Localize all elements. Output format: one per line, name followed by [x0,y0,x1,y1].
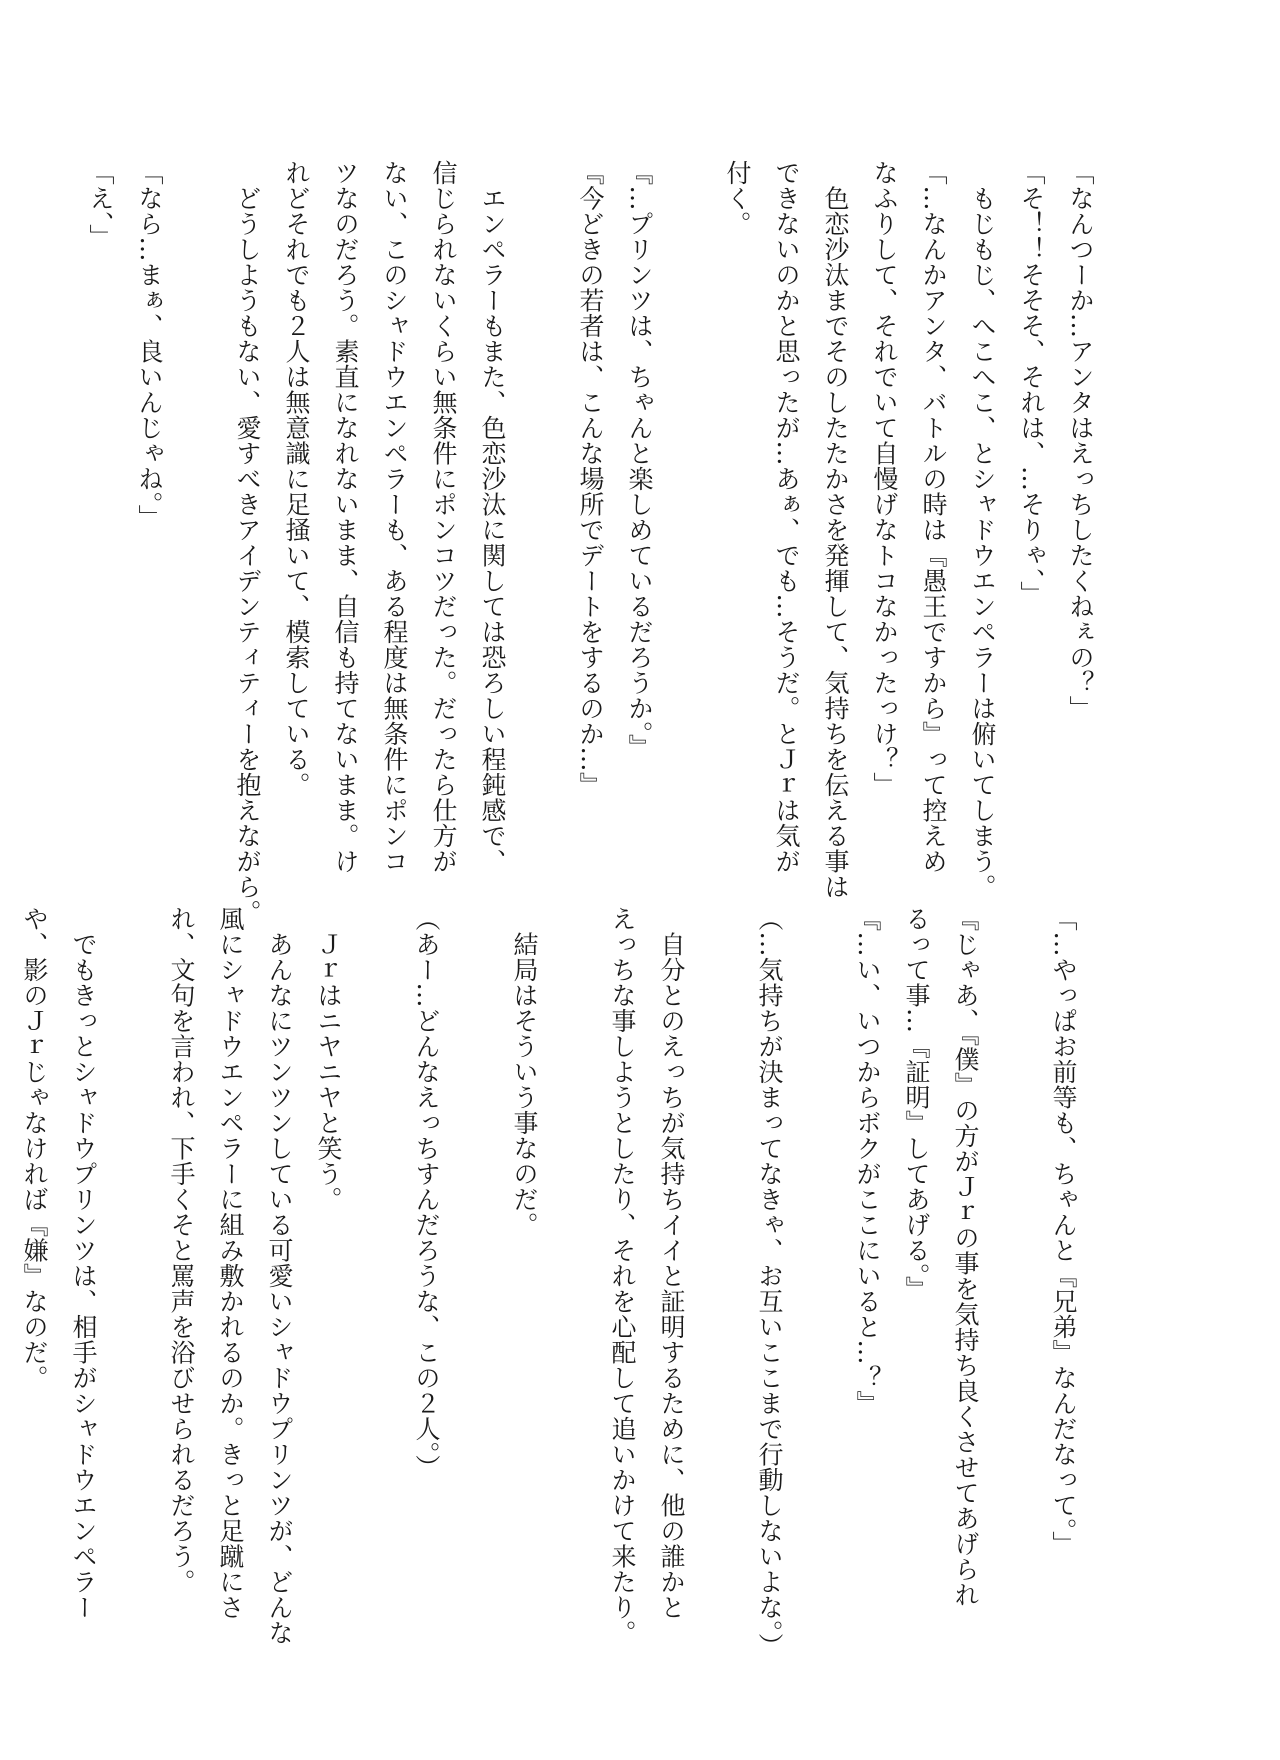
text-line: 「…やっぱお前等も、ちゃんと『兄弟』なんだなって。」 [1049,906,1078,1557]
text-line: なふりして、それでいて自慢げなトコなかったっけ？」 [870,160,899,798]
text-line: るって事…『証明』してあげる。』 [902,906,931,1302]
text-line: （あー…どんなえっちすんだろうな、この２人。） [412,906,441,1480]
text-line: 『…プリンツは、ちゃんと楽しめているだろうか。』 [625,160,654,760]
paragraph-gap [517,160,566,880]
text-line: できないのかと思ったが…あぁ、でも…そうだ。とＪｒは気が [772,160,801,874]
text-line: 『…い、いつからボクがここにいると…？』 [853,906,882,1416]
text-line: 「なんつーか…アンタはえっちしたくねぇの？」 [1066,160,1095,721]
text-line: どうしようもない、愛すべきアイデンティティーを抱えながら。 [233,160,262,925]
text-line: 風にシャドウエンペラーに組み敷かれるのか。きっと足蹴にさ [216,906,245,1620]
text-line: 結局はそういう事なのだ。 [510,906,539,1238]
paragraph-gap [990,906,1039,1626]
text-line: でもきっとシャドウプリンツは、相手がシャドウエンペラー [69,906,98,1620]
text-line: （…気持ちが決まってなきゃ、お互いここまで行動しないよな。） [755,906,784,1659]
text-line: 色恋沙汰までそのしたたかさを発揮して、気持ちを伝える事は [821,160,850,900]
text-line: Ｊｒはニヤニヤと笑う。 [314,906,343,1212]
text-line: ツなのだろう。素直になれないまま、自信も持てないまま。け [331,160,360,874]
text-line: 「そ！！そそそ、それは、…そりゃ、」 [1017,160,1046,607]
text-line: 『今どきの若者は、こんな場所でデートをするのか…』 [576,160,605,798]
text-line: もじもじ、へこへこ、とシャドウエンペラーは俯いてしまう。 [968,160,997,900]
text-line: あんなにツンツンしている可愛いシャドウプリンツが、どんな [265,906,294,1646]
text-line: 「…なんかアンタ、バトルの時は『愚王ですから』って控えめ [919,160,948,874]
text-line: れどそれでも２人は無意識に足掻いて、模索している。 [282,160,311,798]
paragraph-gap [353,906,402,1626]
text-line: や、影のＪｒじゃなければ『嫌』なのだ。 [20,906,49,1391]
text-line: 付く。 [723,160,752,237]
text-line: えっちな事しようとしたり、それを心配して追いかけて来たり。 [608,906,637,1646]
paragraph-gap [108,906,157,1626]
text-line: ない、このシャドウエンペラーも、ある程度は無条件にポンコ [380,160,409,874]
text-line: 「え、」 [86,160,115,250]
text-line: 自分とのえっちが気持ちイイと証明するために、他の誰かと [657,906,686,1620]
text-block-lower [10,906,1088,1659]
paragraph-gap [696,906,745,1626]
text-block-upper [76,160,1105,925]
paragraph-gap [664,160,713,880]
paragraph-gap [451,906,500,1626]
text-line: 「なら…まぁ、良いんじゃね。」 [135,160,164,530]
text-line: 信じられないくらい無条件にポンコツだった。だったら仕方が [429,160,458,874]
paragraph-gap [794,906,843,1626]
text-line: エンペラーもまた、色恋沙汰に関しては恐ろしい程鈍感で、 [478,160,507,874]
text-line: れ、文句を言われ、下手くそと罵声を浴びせられるだろう。 [167,906,196,1595]
paragraph-gap [174,160,223,880]
paragraph-gap [549,906,598,1626]
text-line: 『じゃあ、『僕』の方がＪｒの事を気持ち良くさせてあげられ [951,906,980,1608]
